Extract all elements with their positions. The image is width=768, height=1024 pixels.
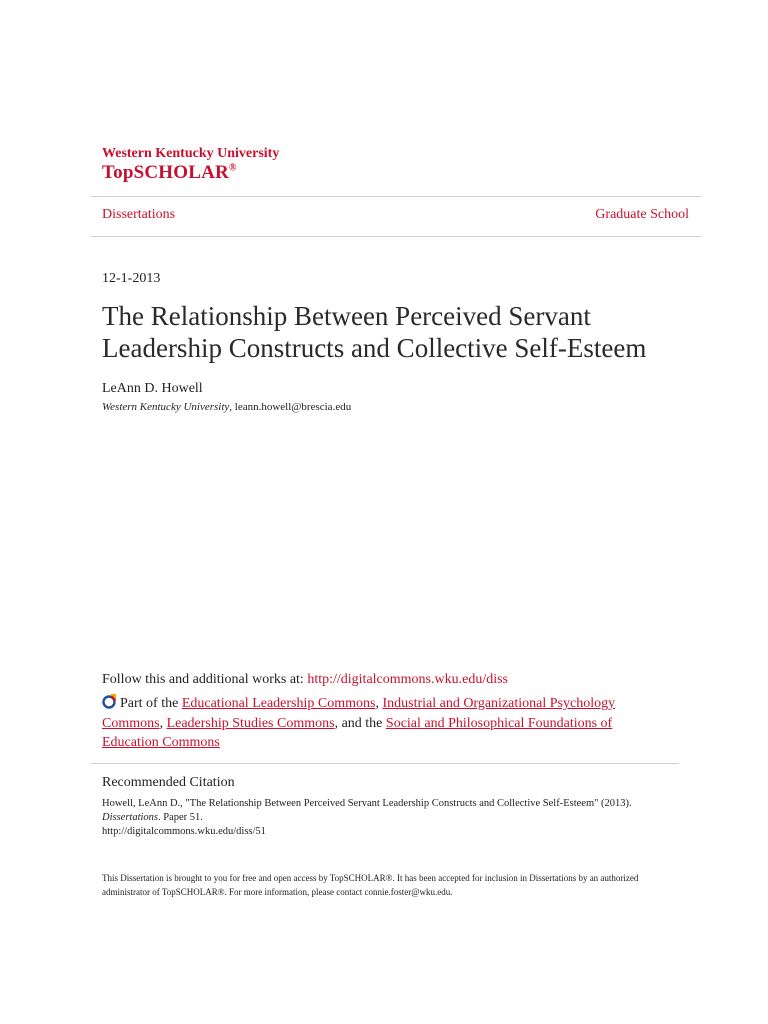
citation-divider <box>91 763 679 764</box>
citation-url[interactable]: http://digitalcommons.wku.edu/diss/51 <box>102 826 266 837</box>
part-of-commons <box>102 693 662 753</box>
citation-body <box>102 797 682 839</box>
citation-series-line <box>102 811 682 825</box>
partof-separator: , and the <box>334 715 386 731</box>
header-divider-top <box>91 196 701 197</box>
educational-leadership-commons-link[interactable]: Educational Leadership Commons <box>181 696 376 711</box>
citation-line: Howell, LeAnn D., "The Relationship Between Perceived Servant Leadership Constructs and Collective Self-Esteem" (2013). <box>102 798 632 809</box>
citation-paper: . Paper 51. <box>158 812 203 823</box>
partof-separator: , <box>159 715 167 731</box>
author-name: LeAnn D. Howell <box>102 381 203 396</box>
document-title: The Relationship Between Perceived Servant Leadership Constructs and Collective Self-Esteem <box>102 301 647 363</box>
author-affiliation <box>102 401 351 413</box>
social-philosophical-foundations-link[interactable]: Social and Philosophical Foundations of Education Commons <box>102 715 613 750</box>
repository-brand[interactable] <box>102 162 237 184</box>
affiliation-name: Western Kentucky University <box>102 401 230 413</box>
partof-prefix: Part of the <box>120 696 182 711</box>
registered-mark: ® <box>228 162 237 174</box>
partof-separator: , <box>375 696 383 711</box>
header-divider-bottom <box>91 236 701 237</box>
brand-name: TopSCHOLAR <box>102 162 229 183</box>
follow-prefix: Follow this and additional works at: <box>102 672 308 687</box>
citation-series: Dissertations <box>102 812 159 823</box>
io-psychology-commons-link[interactable]: Industrial and Organizational Psychology Commons <box>102 696 616 731</box>
dissertations-link[interactable]: Dissertations <box>102 207 176 222</box>
graduate-school-link[interactable]: Graduate School <box>595 207 689 222</box>
publication-date: 12-1-2013 <box>102 271 161 286</box>
leadership-studies-commons-link[interactable]: Leadership Studies Commons <box>166 715 335 731</box>
footer-notice: This Dissertation is brought to you for free and open access by TopSCHOLAR®. It has been accepted for inclusion in Dissertations by an authorized administrator of TopSCHOLAR®. For more information, please contact connie.foster@wku.edu. <box>102 873 639 897</box>
follow-line <box>102 672 508 688</box>
university-name: Western Kentucky University <box>102 146 280 161</box>
citation-heading: Recommended Citation <box>102 775 235 790</box>
collection-link[interactable]: http://digitalcommons.wku.edu/diss <box>307 672 508 687</box>
bepress-commons-icon <box>102 693 118 709</box>
author-email: , leann.howell@brescia.edu <box>229 401 352 413</box>
